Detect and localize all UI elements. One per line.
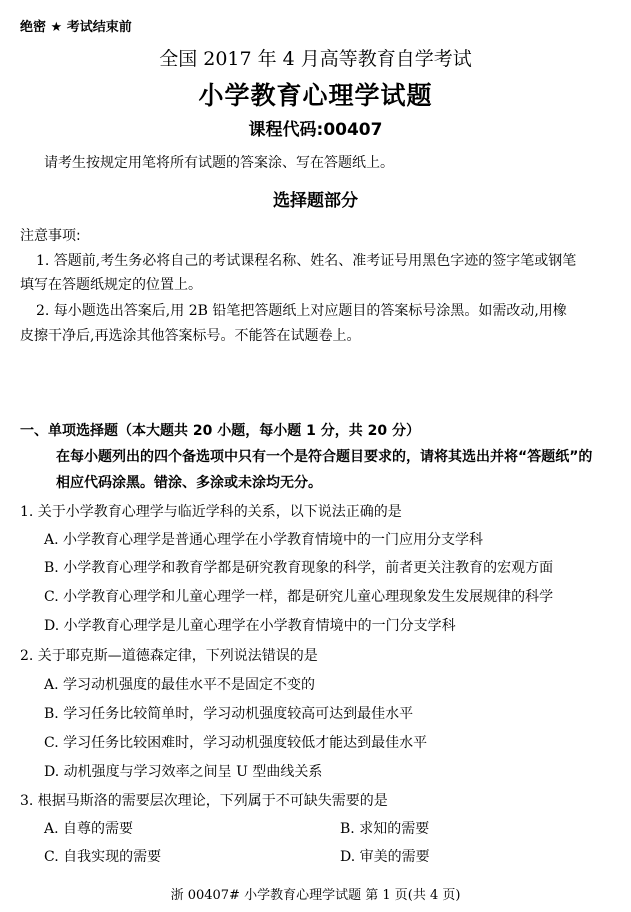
question-option: C. 自我实现的需要 [44, 849, 162, 865]
note-item: 1. 答题前,考生务必将自己的考试课程名称、姓名、准考证号用黑色字迹的签字笔或钢笔 [36, 253, 577, 269]
intro-instruction: 请考生按规定用笔将所有试题的答案涂、写在答题纸上。 [44, 155, 394, 171]
part-one-instruction: 相应代码涂黑。错涂、多涂或未涂均无分。 [56, 475, 322, 491]
question-option: B. 小学教育心理学和教育学都是研究教育现象的科学，前者更关注教育的宏观方面 [44, 560, 554, 576]
question-option: A. 小学教育心理学是普通心理学在小学教育情境中的一门应用分支学科 [44, 532, 484, 548]
notes-label: 注意事项: [20, 228, 81, 244]
question-option: B. 学习任务比较简单时，学习动机强度较高可达到最佳水平 [44, 706, 414, 722]
page-footer: 浙 00407# 小学教育心理学试题 第 1 页(共 4 页) [170, 888, 461, 903]
question-option: B. 求知的需要 [340, 821, 430, 837]
part-one-instruction: 在每小题列出的四个备选项中只有一个是符合题目要求的，请将其选出并将“答题纸”的 [56, 449, 593, 465]
exam-session-line: 全国 2017 年 4 月高等教育自学考试 [159, 48, 472, 70]
note-item: 皮擦干净后,再选涂其他答案标号。不能答在试题卷上。 [20, 328, 361, 344]
subject-title: 小学教育心理学试题 [198, 81, 433, 110]
question-option: C. 小学教育心理学和儿童心理学一样，都是研究儿童心理现象发生发展规律的科学 [44, 589, 554, 605]
question-option: D. 动机强度与学习效率之间呈 U 型曲线关系 [44, 764, 323, 780]
note-item: 填写在答题纸规定的位置上。 [20, 277, 202, 293]
question-option: D. 审美的需要 [340, 849, 430, 865]
question-option: C. 学习任务比较困难时，学习动机强度较低才能达到最佳水平 [44, 735, 428, 751]
part-one-heading: 一、单项选择题（本大题共 20 小题，每小题 1 分，共 20 分） [20, 423, 420, 439]
section-title: 选择题部分 [273, 191, 358, 211]
note-item: 2. 每小题选出答案后,用 2B 铅笔把答题纸上对应题目的答案标号涂黑。如需改动,用橡 [36, 303, 567, 319]
course-code: 课程代码:00407 [248, 120, 383, 140]
question-stem: 1. 关于小学教育心理学与临近学科的关系，以下说法正确的是 [20, 504, 402, 520]
question-option: D. 小学教育心理学是儿童心理学在小学教育情境中的一门分支学科 [44, 618, 456, 634]
question-stem: 2. 关于耶克斯—道德森定律，下列说法错误的是 [20, 648, 318, 664]
confidential-mark: 绝密 ★ 考试结束前 [20, 20, 132, 35]
question-stem: 3. 根据马斯洛的需要层次理论，下列属于不可缺失需要的是 [20, 793, 388, 809]
question-option: A. 自尊的需要 [44, 821, 134, 837]
question-option: A. 学习动机强度的最佳水平不是固定不变的 [44, 677, 316, 693]
